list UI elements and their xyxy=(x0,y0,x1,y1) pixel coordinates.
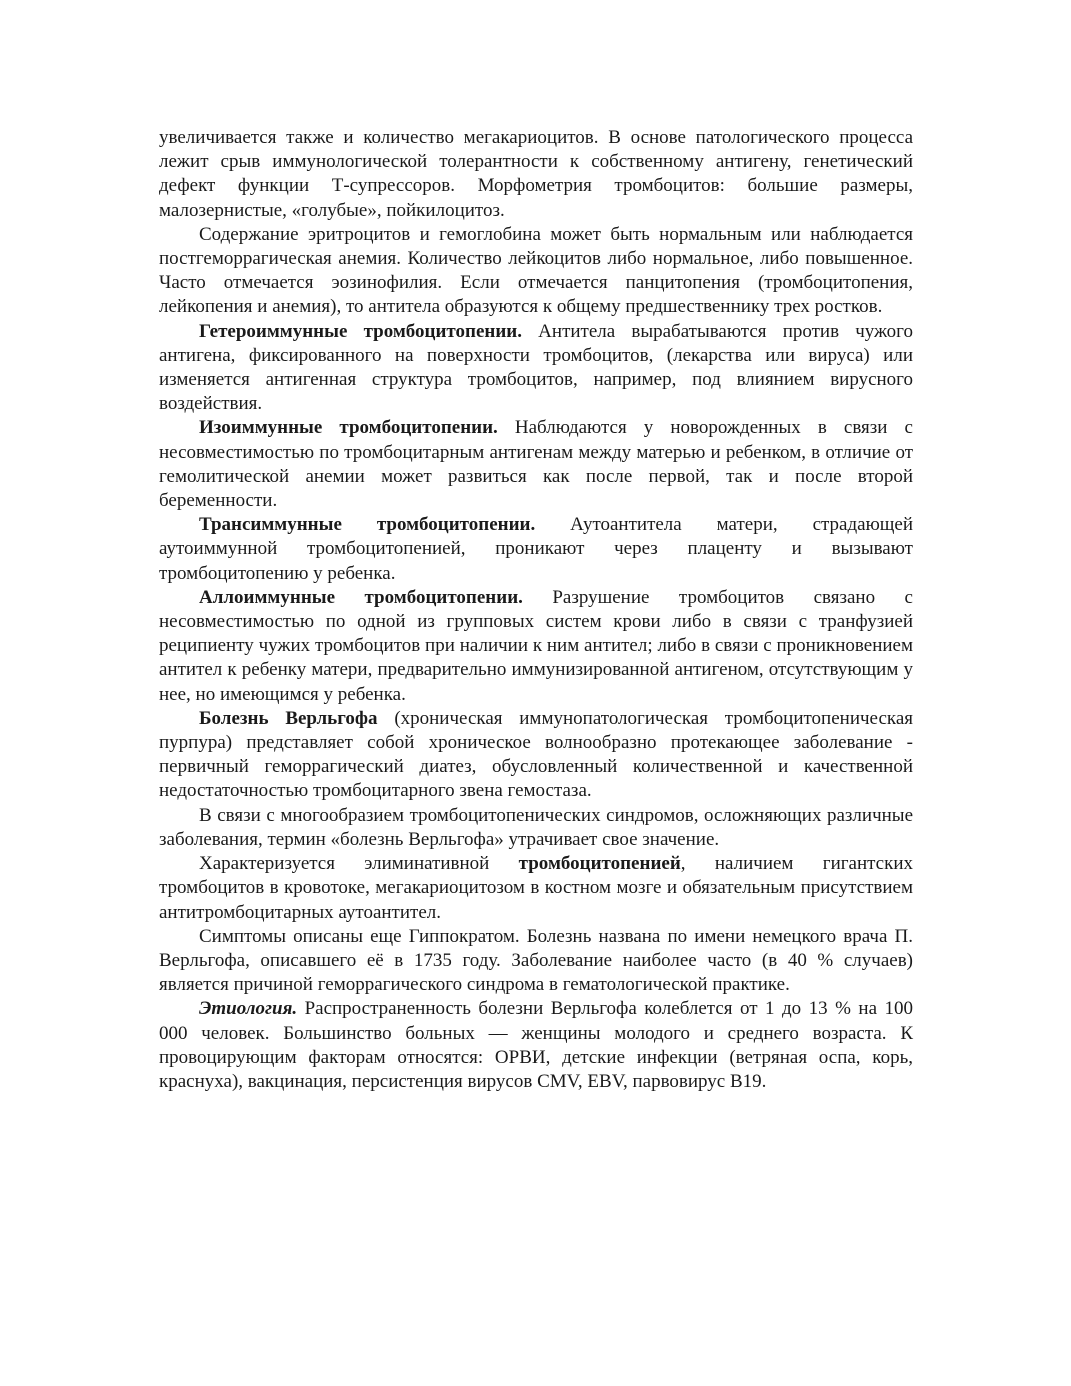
paragraph-etiology xyxy=(159,997,913,1094)
paragraph-heteroimmune xyxy=(159,320,913,417)
paragraph-text: (хроническая иммунопатологическая тромбоцитопеническая пурпура) представляет собой хроническое волнообразно протекающее заболевание - первичный геморрагический диатез, обусловленный количественной и качественной недостаточностью тромбоцитарного звена гемостаза. xyxy=(159,707,913,802)
term-heading: Этиология. xyxy=(199,998,298,1020)
term-heading: Трансиммунные тромбоцитопении. xyxy=(199,514,536,536)
document-page xyxy=(159,126,913,1094)
paragraph-text: Симптомы описаны еще Гиппократом. Болезнь названа по имени немецкого врача П. Верльгофа, описавшего её в 1735 году. Заболевание наиболее часто (в 40 % случаев) является причиной геморрагического синдрома в гематологической практике. xyxy=(159,925,913,996)
paragraph-text: Характеризуется элиминативной xyxy=(199,853,519,875)
paragraph-text: Распространенность болезни Верльгофа колеблется от 1 до 13 % на 100 000 человек. Большинство больных — женщины молодого и среднего возраста. К провоцирующим факторам относятся: ОРВИ, детские инфекции (ветряная оспа, корь, краснуха), вакцинация, персистенция вирусов CMV, EBV, парвовирус B19. xyxy=(159,998,913,1092)
paragraph-isoimmune xyxy=(159,416,913,513)
paragraph-text: Наблюдаются у новорожденных в связи с несовместимостью по тромбоцитарным антигенам между матерью и ребенком, в отличие от гемолитической анемии может развиться как после первой, так и после второй беременности. xyxy=(159,417,913,512)
bold-term: тромбоцитопенией xyxy=(518,853,681,875)
paragraph-blood-count xyxy=(159,223,913,320)
term-heading: Аллоиммунные тромбоцитопении. xyxy=(199,586,523,608)
term-heading: Изоиммунные тромбоцитопении. xyxy=(199,417,498,439)
paragraph-text: Разрушение тромбоцитов связано с несовместимостью по одной из групповых систем крови либо в связи с транфузией реципиенту чужих тромбоцитов при наличии к ним антител; либо в связи с проникновением антител к ребенку матери, предварительно иммунизированной антигеном, отсутствующим у нее, но имеющимся у ребенка. xyxy=(159,586,913,705)
paragraph-history xyxy=(159,925,913,998)
paragraph-text: Антитела вырабатываются против чужого антигена, фиксированного на поверхности тромбоцитов, (лекарства или вируса) или изменяется антигенная структура тромбоцитов, например, под влиянием вирусного воздействия. xyxy=(159,320,914,415)
term-heading: Болезнь Верльгофа xyxy=(199,707,378,729)
paragraph-text: увеличивается также и количество мегакариоцитов. В основе патологического процесса лежит срыв иммунологической толерантности к собственному антигену, генетический дефект функции Т-супрессоров. Морфометрия тромбоцитов: большие размеры, малозернистые, «голубые», пойкилоцитоз. xyxy=(159,127,913,221)
paragraph-diversity xyxy=(159,804,913,852)
paragraph-text: Содержание эритроцитов и гемоглобина может быть нормальным или наблюдается постгеморрагическая анемия. Количество лейкоцитов либо нормальное, либо повышенное. Часто отмечается эозинофилия. Если отмечается панцитопения (тромбоцитопения, лейкопения и анемия), то антитела образуются к общему предшественнику трех ростков. xyxy=(159,223,913,318)
paragraph-pathogenesis xyxy=(159,126,913,223)
paragraph-transimmune xyxy=(159,513,913,586)
paragraph-text: , наличием гигантских тромбоцитов в кровотоке, мегакариоцитозом в костном мозге и обязательным присутствием антитромбоцитарных аутоантител. xyxy=(159,853,913,923)
term-heading: Гетероиммунные тромбоцитопении. xyxy=(199,320,522,342)
paragraph-text: Аутоантитела матери, страдающей аутоиммунной тромбоцитопенией, проникают через плаценту и вызывают тромбоцитопению у ребенка. xyxy=(159,514,913,584)
paragraph-text: В связи с многообразием тромбоцитопенических синдромов, осложняющих различные заболевания, термин «болезнь Верльгофа» утрачивает свое значение. xyxy=(159,804,913,850)
paragraph-werlhof xyxy=(159,707,913,804)
paragraph-characteristics xyxy=(159,852,913,925)
paragraph-alloimmune xyxy=(159,586,913,707)
